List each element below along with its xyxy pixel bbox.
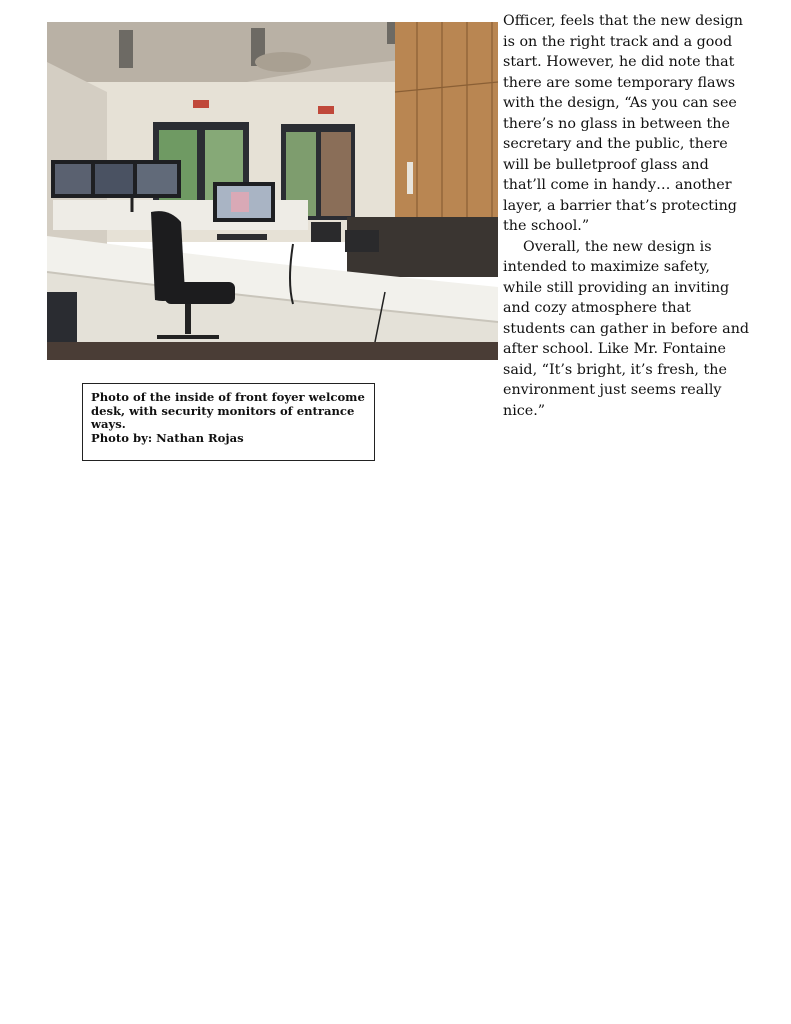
photo-caption-box [82, 383, 375, 461]
foyer-desk-photo [47, 22, 498, 360]
photo-credit: Photo by: Nathan Rojas [91, 430, 244, 445]
caption-text: Photo of the inside of front foyer welcome desk, with security monitors of entrance ways. [91, 390, 365, 431]
article-paragraph-1: Officer, feels that the new design is on the right track and a good start. However, he did note that there are some temporary flaws with the design, “As you can see there’s no glass in between the secretary and the public, there will be bulletproof glass and that’ll come in handy… another layer, a barrier that’s protecting the school.” [503, 13, 743, 234]
photo-illustration [47, 22, 498, 360]
article-column [503, 11, 753, 421]
article-paragraph-2: Overall, the new design is intended to maximize safety, while still providing an inviting and cozy atmosphere that students can gather in before and after school. Like Mr. Fontaine said, “It’s bright, it’s fresh, the environment just seems really nice.” [503, 238, 750, 419]
